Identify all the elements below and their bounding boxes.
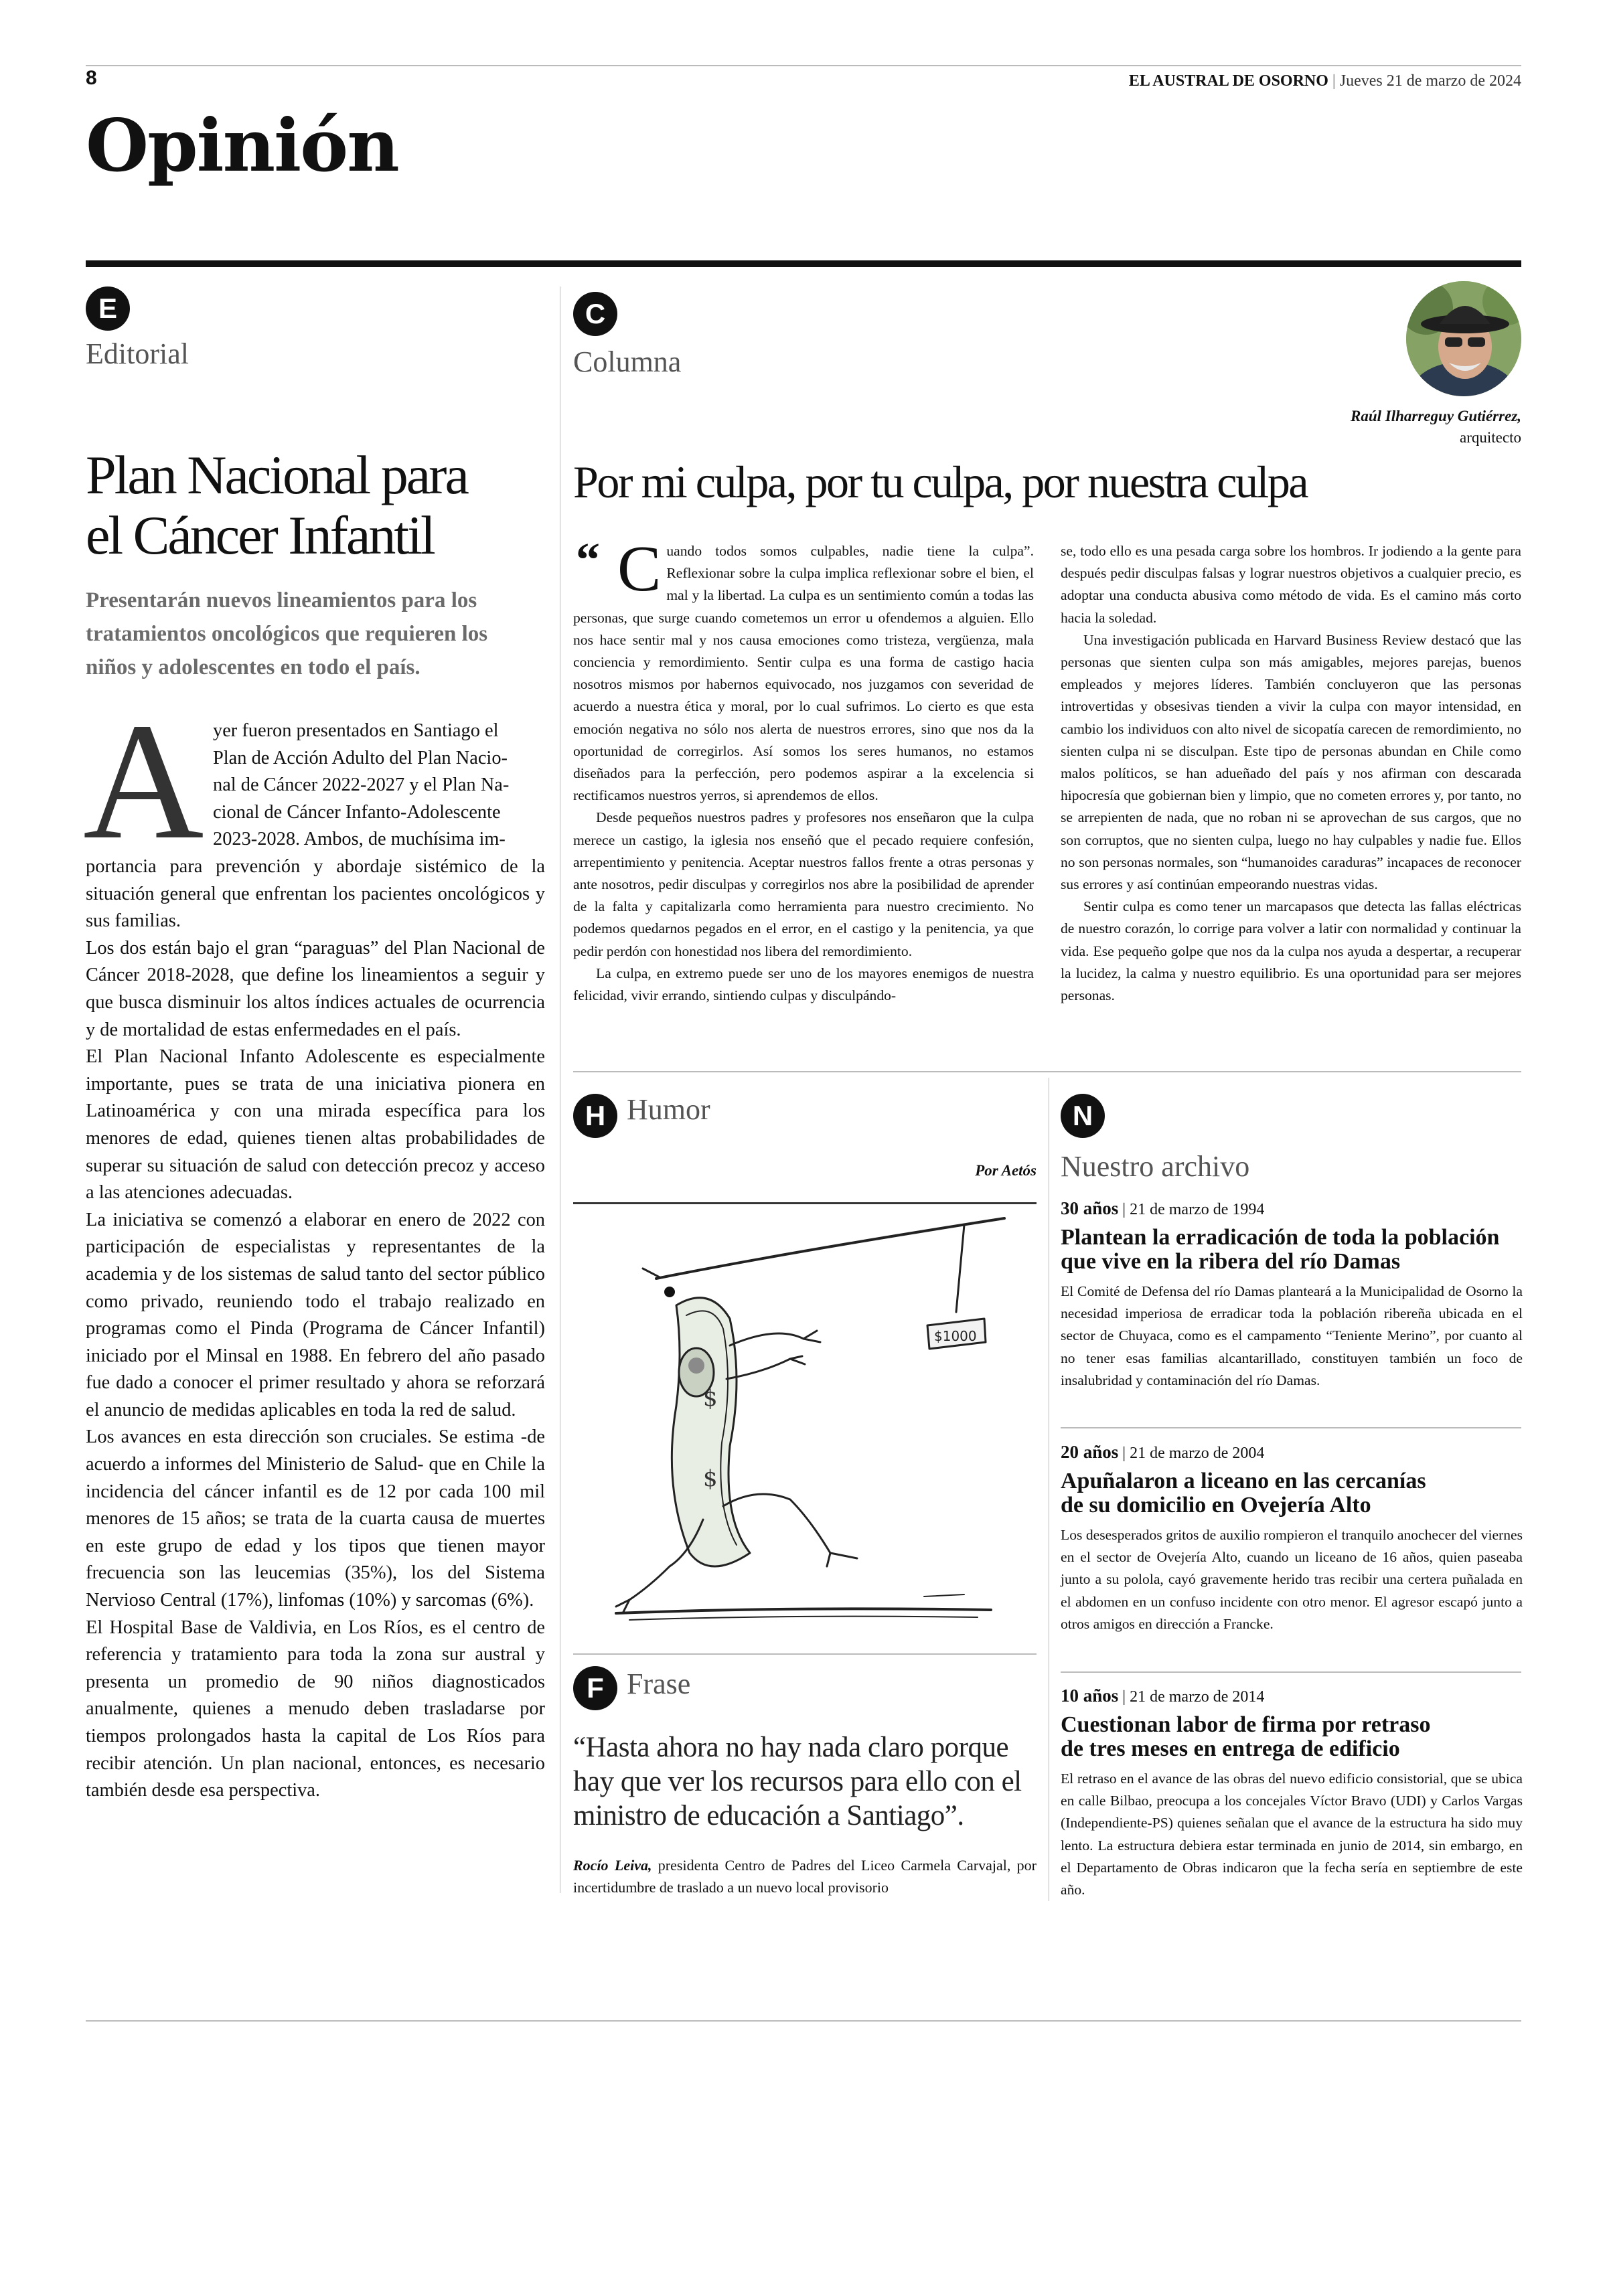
editorial-label: Editorial <box>86 337 189 370</box>
frase-badge: F <box>573 1666 617 1710</box>
issue-date: Jueves 21 de marzo de 2024 <box>1339 72 1521 90</box>
archive-date: 10 años | 21 de marzo de 2014 <box>1061 1686 1265 1706</box>
archive-label: Nuestro archivo <box>1061 1150 1250 1183</box>
column-badge: C <box>573 292 617 336</box>
archive-headline <box>1061 1226 1523 1274</box>
editorial-paragraph: Los avances en esta dirección son cruciales. Se estima -de acuerdo a informes del Ministerio de Salud- que en Chile la incidencia del cáncer infantil es de 12 por cada 100 mil menores de 15 años; se trata de la cuarta causa de muertes en este grupo de edad y los tipos que tienen mayor frecuencia son las leucemias (35%), los del Sistema Nervioso Central (17%), linfomas (10%) y sarcomas (6%). <box>86 1426 545 1611</box>
column-title: Por mi culpa, por tu culpa, por nuestra culpa <box>573 457 1308 507</box>
column-paragraph: C uando todos somos culpables, nadie tiene la culpa”. Reflexionar sobre la culpa implica reflexionar sobre el bien, el mal y la libertad. La culpa es un sentimiento común a todas las personas, que surge cuando cometemos un error u ofendemos a alguien. Ello nos hace sentir mal y nos causa emociones como tristeza, vergüenza, mala conciencia y remordimiento. Sentir culpa es una forma de castigo hacia nosotros mismos por habernos equivocado, nos juzgamos con severidad de acuerdo a nuestra ética y moral, por lo cual sufrimos. Lo cierto es que esta emoción negativa no sólo nos alerta de nuestros errores, sino que nos da la oportunidad de corregirlos. Así somos los seres humanos, no estamos diseñados para la perfección, pero podemos aspirar a la excelencia si rectificamos nuestros yerros, si aprendemos de ellos. <box>573 533 1034 804</box>
column-paragraph: Sentir culpa es como tener un marcapasos que detecta las fallas eléctricas de nuestro corazón, lo corrige para volver a latir con normalidad y continuar la vida. Ese pequeño golpe que nos da la culpa nos ayuda a despertar, a recuperar la lucidez, la calma y nuestro equilibrio. Es una oportunidad para ser mejores personas. <box>1061 898 1521 1004</box>
column-paragraph: Una investigación publicada en Harvard Business Review destacó que las personas que sienten culpa son más amigables, mejores parejas, buenos empleados y mejores líderes. También concluyeron que las personas introvertidas y obsesivas tienden a vivir la culpa con mayor intensidad, en cambio los individuos con alto nivel de sicopatía carecen de remordimiento, no sienten culpa ni se disculpan. Este tipo de personas abundan en Chile como malos políticos, se han adueñado del país y nos afirman con descarada hipocresía que gobiernan bien y limpio, que no cometen errores y, por tanto, no se arrepienten de nada, que no roban ni se aprovechan de sus cargos, que no son corruptos, que no sienten culpa, luego no hay culpables y nadie fue. Ellos no son personas normales, son “humanoides caraduras” incapaces de reconocer sus errores y así continúan empeorando nuestras vidas. <box>1061 631 1521 893</box>
column-label: Columna <box>573 345 682 378</box>
page-number: 8 <box>86 67 97 89</box>
editorial-drop-cap: A <box>83 689 204 874</box>
archive-rule <box>1061 1671 1521 1673</box>
archive-years: 30 años <box>1061 1198 1119 1218</box>
masthead-separator: | <box>1332 72 1340 90</box>
archive-text: El Comité de Defensa del río Damas planteará a la Municipalidad de Osorno la necesidad imperiosa de erradicar toda la población ribereña ubicada en el sector de Chuyaca, como es el campamento “Teniente Merino”, por cuanto al no tener esas familias alcantarillado, constituyen también un foco de insalubridad y contaminación del río Damas. <box>1061 1283 1523 1388</box>
humor-badge: H <box>573 1094 617 1138</box>
editorial-subtitle: Presentarán nuevos lineamientos para los tratamientos oncológicos que requieren los niños y adolescentes en todo el país. <box>86 588 488 679</box>
editorial-paragraph: portancia para prevención y abordaje sistémico de la situación general que enfrentan los pacientes oncológicos y sus familias. <box>86 856 545 932</box>
author-photo <box>1406 281 1521 396</box>
column-bottom-rule <box>573 1071 1521 1072</box>
page-bottom-rule <box>86 2020 1521 2022</box>
lead-line: Plan de Acción Adulto del Plan Nacio- <box>213 747 508 768</box>
masthead: EL AUSTRAL DE OSORNO <box>1128 72 1328 90</box>
editorial-badge: E <box>86 286 130 331</box>
author-role: arquitecto <box>1460 429 1521 446</box>
archive-badge: N <box>1061 1094 1105 1138</box>
archive-headline-line2: que vive en la ribera del río Damas <box>1061 1249 1401 1274</box>
editorial-body <box>86 853 545 1805</box>
svg-text:$: $ <box>703 1385 718 1412</box>
cartoon-bill-value: $1000 <box>934 1328 977 1344</box>
column-paragraph: La culpa, en extremo puede ser uno de los mayores enemigos de nuestra felicidad, vivir errando, sintiendo culpas y disculpándo- <box>573 965 1034 1004</box>
top-rule <box>86 65 1521 66</box>
archive-headline-line2: de su domicilio en Ovejería Alto <box>1061 1493 1371 1518</box>
frase-top-rule <box>573 1653 1037 1655</box>
archive-years: 20 años <box>1061 1442 1119 1462</box>
author-credit <box>1351 406 1521 448</box>
editorial-paragraph: El Hospital Base de Valdivia, en Los Ríos, es el centro de referencia y tratamiento para toda la zona sur austral y presenta un promedio de 90 niños diagnosticados anualmente, quienes a menudo deben trasladarse por tiempos prolongados hasta la capital de Los Ríos para recibir atención. Un plan nacional, entonces, es necesario también desde esa perspectiva. <box>86 1617 545 1801</box>
humor-rule <box>573 1202 1037 1204</box>
section-title: Opinión <box>86 104 398 188</box>
archive-text: Los desesperados gritos de auxilio rompieron el tranquilo anochecer del viernes en el sector de Ovejería Alto, cuando un liceano de 16 años, quien paseaba junto a su polola, cayó gravemente herido tras recibir una certera puñalada en el abdomen en un confuso incidente con otro menor. El agresor escapó junto a otros amigos en dirección a Francke. <box>1061 1527 1523 1632</box>
frase-label: Frase <box>627 1667 691 1700</box>
editorial-paragraph: Los dos están bajo el gran “paraguas” del Plan Nacional de Cáncer 2018-2028, que define los lineamientos a seguir y que busca disminuir los altos índices actuales de ocurrencia y de mortalidad de estas enfermedades en el país. <box>86 937 545 1040</box>
archive-item <box>1061 1686 1523 1901</box>
editorial-lead <box>213 718 545 853</box>
editorial-paragraph: El Plan Nacional Infanto Adolescente es especialmente importante, pues se trata de una iniciativa pionera en Latinoamérica y con una mirada específica para los menores de edad, quienes tienen altas probabilidades de superar su situación de salud con detección precoz y acceso a las atenciones adecuadas. <box>86 1046 545 1204</box>
archive-text: El retraso en el avance de las obras del nuevo edificio consistorial, que se ubica en calle Bilbao, preocupa a los concejales Víctor Bravo (UDI) y Carlos Vargas (Independiente-PS) quienes señalan que el avance de la estructura ha sido muy lento. La estructura debiera estar terminada en junio de 2014, sin embargo, en el Departamento de Obras indicaron que la fecha sería en septiembre de este año. <box>1061 1771 1523 1898</box>
column-quote-mark: “ <box>576 533 600 586</box>
editorial-title-line1: Plan Nacional para <box>86 444 467 505</box>
archive-rule <box>1061 1427 1521 1428</box>
humor-credit: Por Aetós <box>975 1162 1037 1179</box>
frase-attribution <box>573 1854 1037 1898</box>
editorial-title <box>86 445 554 566</box>
author-portrait-icon <box>1406 281 1521 396</box>
editorial-paragraph: La iniciativa se comenzó a elaborar en enero de 2022 con participación de especialistas y representantes de la academia y de los sistemas de salud tanto del sector público como privado, reuniendo todo el trabajo realizado en programas como el Pinda (Programa de Cáncer Infantil) iniciado por el Minsal en 1988. En febrero del año pasado fue dado a conocer el primer resultado y ahora se reforzará el anuncio de medidas aplicables en toda la red de salud. <box>86 1209 545 1420</box>
cartoon-dollar-chasing-money-icon <box>589 1205 1037 1633</box>
lead-line: nal de Cáncer 2022-2027 y el Plan Na- <box>213 774 510 796</box>
archive-headline-line1: Cuestionan labor de firma por retraso <box>1061 1712 1431 1737</box>
archive-date: 30 años | 21 de marzo de 1994 <box>1061 1198 1265 1218</box>
frase-quote: “Hasta ahora no hay nada claro porque hay que ver los recursos para ello con el ministro de educación a Santiago”. <box>573 1732 1022 1831</box>
archive-headline <box>1061 1713 1523 1761</box>
humor-label: Humor <box>627 1093 710 1126</box>
frase-author: Rocío Leiva, <box>573 1857 652 1874</box>
author-name: Raúl Ilharreguy Gutiérrez, <box>1351 408 1521 424</box>
frase-author-role: presidenta Centro de Padres del Liceo Carmela Carvajal, por incertidumbre de traslado a un nuevo local provisorio <box>573 1857 1037 1896</box>
archive-headline <box>1061 1469 1523 1518</box>
lead-line: cional de Cáncer Infanto-Adolescente <box>213 801 501 823</box>
column-drop-cap: C <box>617 533 662 605</box>
column-left-text <box>573 533 1034 1007</box>
lead-line: 2023-2028. Ambos, de muchísima im- <box>213 829 506 850</box>
archive-years: 10 años <box>1061 1686 1119 1706</box>
lead-line: yer fueron presentados en Santiago el <box>213 720 499 741</box>
archive-headline-line2: de tres meses en entrega de edificio <box>1061 1736 1400 1761</box>
archive-date: 20 años | 21 de marzo de 2004 <box>1061 1442 1265 1462</box>
archive-item <box>1061 1198 1523 1392</box>
masthead-date <box>1129 72 1521 90</box>
column-paragraph: Desde pequeños nuestros padres y profesores nos enseñaron que la culpa merece un castigo, la iglesia nos enseñó que el pecado requiere confesión, arrepentimiento y penitencia. Aceptar nuestros fallos frente a otras personas y ante nosotros, pedir disculpas y corregirlos nos abre la posibilidad de aprender de la falta y capitalizarla como herramienta para nuestro crecimiento. No podemos quedarnos pegados en el error, en el castigo y la penitencia, ya que pedir perdón con honestidad nos libera del remordimiento. <box>573 809 1034 959</box>
column-paragraph: se, todo ello es una pesada carga sobre los hombros. Ir jodiendo a la gente para después pedir disculpas falsas y lograr nuestros objetivos a cualquier precio, es adoptar una conducta abusiva como método de vida. Es el camino más corto hacia la soledad. <box>1061 543 1521 626</box>
section-rule <box>86 260 1521 267</box>
archive-headline-line1: Apuñalaron a liceano en las cercanías <box>1061 1469 1426 1493</box>
column-right-text <box>1061 540 1521 1007</box>
cartoon <box>589 1205 1037 1633</box>
archive-headline-line1: Plantean la erradicación de toda la población <box>1061 1225 1500 1250</box>
svg-text:$: $ <box>703 1465 718 1492</box>
archive-item <box>1061 1442 1523 1635</box>
editorial-title-line2: el Cáncer Infantil <box>86 505 434 566</box>
